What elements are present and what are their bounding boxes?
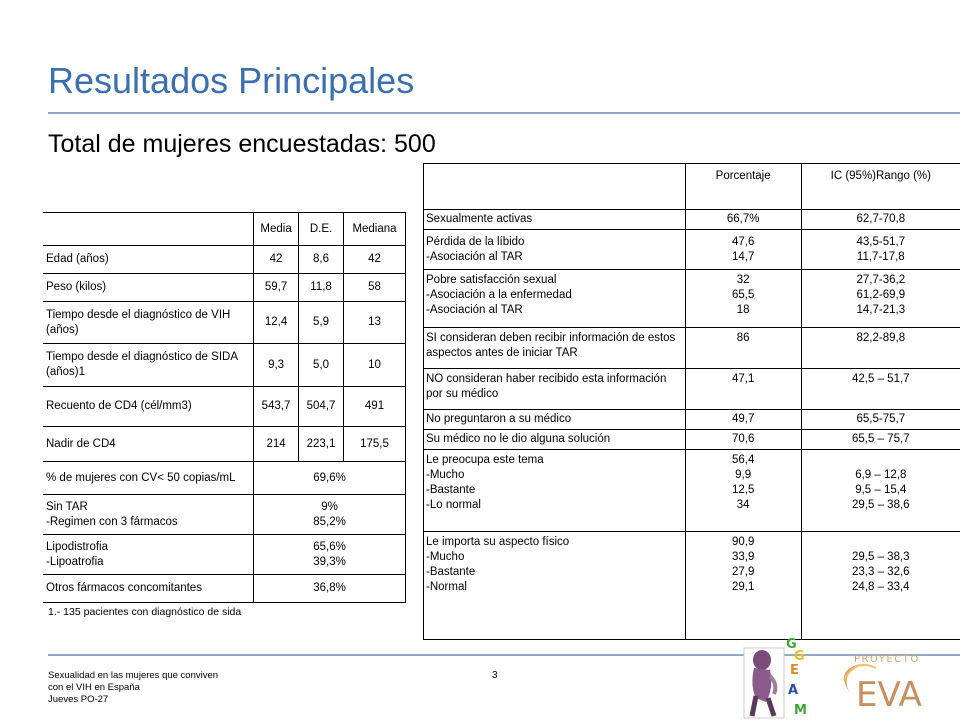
row-label: Peso (kilos) (43, 274, 254, 302)
footer-caption (48, 670, 218, 706)
cell-pct (685, 230, 801, 270)
logo-text-eva: EVA (856, 675, 922, 712)
value-line: 43,5-51,7 (856, 235, 906, 248)
logo-letter: G (786, 637, 797, 652)
cell-mediana: 175,5 (344, 427, 406, 462)
table-row (424, 450, 960, 532)
label-line: Le importa su aspecto físico (426, 536, 570, 548)
value-line: 23,3 – 32,6 (852, 566, 910, 578)
table-row (43, 495, 406, 535)
cell-ic: 65,5-75,7 (801, 410, 960, 430)
value-line: 6,9 – 12,8 (855, 469, 907, 481)
value-line: 65,5 (731, 289, 755, 301)
table-row (424, 410, 960, 430)
cell-mediana: 13 (344, 302, 406, 344)
value-line: 32 (736, 274, 750, 286)
cell-de: 504,7 (299, 387, 344, 427)
table-row (424, 210, 960, 230)
row-label: Sexualmente activas (424, 210, 686, 230)
table-row (43, 302, 406, 344)
label-line: -Lipoatrofia (46, 555, 104, 568)
table-row (43, 427, 406, 462)
logo-text-proyecto: PROYECTO (854, 654, 920, 665)
cell-de: 5,0 (299, 344, 344, 387)
row-label: NO consideran haber recibido esta información por su médico (424, 369, 686, 410)
label-line: Le preocupa este tema (426, 454, 544, 466)
value-line: 85,2% (313, 515, 346, 528)
cell-media: 42 (254, 246, 299, 274)
table-row (424, 230, 960, 270)
value-line: 24,8 – 33,4 (852, 581, 910, 593)
header-empty-cell (424, 164, 686, 210)
logo-letter: E (790, 663, 799, 678)
table-row (43, 462, 406, 495)
cell-pct: 47,1 (685, 369, 801, 410)
cell-value (254, 535, 406, 575)
cell-ic: 42,5 – 51,7 (801, 369, 960, 410)
logo-letter: M (794, 703, 807, 718)
label-line: -Asociación a la enfermedad (426, 289, 572, 301)
value-line: 34 (736, 499, 750, 511)
cell-de: 223,1 (299, 427, 344, 462)
value-line: 39,3% (313, 555, 346, 568)
row-label (43, 535, 254, 575)
table-row (43, 575, 406, 603)
value-line: 27,9 (731, 566, 755, 578)
cell-ic (801, 532, 960, 640)
value-line: 18 (736, 304, 750, 316)
label-line: Lipodistrofia (46, 540, 109, 553)
cell-pct (685, 270, 801, 328)
table-row (43, 344, 406, 387)
row-label (424, 270, 686, 328)
header-media: Media (254, 213, 299, 246)
row-label: Edad (años) (43, 246, 254, 274)
bottom-divider (48, 654, 960, 656)
row-label: Otros fármacos concomitantes (43, 575, 254, 603)
value-line: 29,5 – 38,6 (852, 499, 910, 511)
value-line: 9% (321, 500, 338, 513)
proyecto-eva-logo (826, 650, 948, 712)
row-label (424, 230, 686, 270)
row-label: Su médico no le dio alguna solución (424, 430, 686, 450)
table-row (424, 328, 960, 369)
value-line: 33,9 (731, 551, 755, 563)
label-line: -Mucho (426, 551, 465, 563)
cell-media: 9,3 (254, 344, 299, 387)
cell-media: 543,7 (254, 387, 299, 427)
label-line: -Normal (426, 581, 467, 593)
label-line: Sin TAR (46, 500, 88, 513)
value-line: 14,7 (731, 250, 755, 263)
row-label: Recuento de CD4 (cél/mm3) (43, 387, 254, 427)
cell-de: 11,8 (299, 274, 344, 302)
cell-ic (801, 450, 960, 532)
table-row (424, 369, 960, 410)
footer-line: con el VIH en España (48, 682, 140, 693)
label-line: -Lo normal (426, 499, 481, 511)
row-label: SI consideran deben recibir información de estos aspectos antes de iniciar TAR (424, 328, 686, 369)
cell-media: 214 (254, 427, 299, 462)
label-line: -Bastante (426, 484, 476, 496)
value-line: 47,6 (731, 235, 755, 248)
row-label: No preguntaron a su médico (424, 410, 686, 430)
label-line: -Bastante (426, 566, 476, 578)
cell-value: 36,8% (254, 575, 406, 603)
label-line: -Asociación al TAR (426, 304, 523, 316)
page-number: 3 (492, 670, 498, 681)
row-label: Nadir de CD4 (43, 427, 254, 462)
row-label: Tiempo desde el diagnóstico de SIDA (años)1 (43, 344, 254, 387)
cell-ic: 62,7-70,8 (801, 210, 960, 230)
label-line: Pérdida de la líbido (426, 235, 525, 248)
value-line: 11,7-17,8 (856, 250, 905, 263)
value-line: 12,5 (731, 484, 755, 496)
table-row (43, 246, 406, 274)
cell-ic (801, 270, 960, 328)
cell-de: 8,6 (299, 246, 344, 274)
logo-letter: G (794, 649, 805, 664)
value-line: 90,9 (731, 536, 755, 548)
value-line: 9,5 – 15,4 (855, 484, 907, 496)
header-porcentaje: Porcentaje (685, 164, 801, 210)
value-line: 61,2-69,9 (856, 289, 906, 301)
table-row (43, 274, 406, 302)
demographics-table (43, 212, 406, 603)
cell-value (254, 495, 406, 535)
logo-letter: A (788, 683, 799, 698)
value-line: 14,7-21,3 (856, 304, 906, 316)
cell-mediana: 58 (344, 274, 406, 302)
cell-pct: 66,7% (685, 210, 801, 230)
page-title: Resultados Principales (48, 60, 415, 101)
cell-pct: 86 (685, 328, 801, 369)
row-label: Tiempo desde el diagnóstico de VIH (años) (43, 302, 254, 344)
cell-mediana: 491 (344, 387, 406, 427)
cell-pct: 49,7 (685, 410, 801, 430)
cell-value: 69,6% (254, 462, 406, 495)
label-line: -Regimen con 3 fármacos (46, 515, 178, 528)
table-footnote: 1.- 135 pacientes con diagnóstico de sida (48, 606, 242, 618)
table-row (424, 532, 960, 640)
header-de: D.E. (299, 213, 344, 246)
top-divider (48, 112, 960, 114)
header-ic: IC (95%)Rango (%) (801, 164, 960, 210)
cell-ic: 82,2-89,8 (801, 328, 960, 369)
cell-ic (801, 230, 960, 270)
footer-line: Sexualidad en las mujeres que conviven (48, 670, 219, 681)
page-subtitle: Total de mujeres encuestadas: 500 (48, 130, 436, 158)
value-line: 56,4 (731, 454, 755, 466)
value-line: 9,9 (735, 469, 752, 481)
ggeam-logo (740, 636, 816, 720)
sexuality-results-table (423, 163, 960, 640)
label-line: -Asociación al TAR (426, 250, 523, 263)
cell-pct (685, 450, 801, 532)
footer-line: Jueves PO-27 (48, 694, 109, 705)
cell-mediana: 42 (344, 246, 406, 274)
cell-ic: 65,5 – 75,7 (801, 430, 960, 450)
cell-de: 5,9 (299, 302, 344, 344)
label-line: Pobre satisfacción sexual (426, 274, 557, 286)
table-row (43, 387, 406, 427)
table-row (424, 270, 960, 328)
value-line: 29,1 (731, 581, 755, 593)
cell-media: 12,4 (254, 302, 299, 344)
value-line: 65,6% (313, 540, 346, 553)
cell-pct: 70,6 (685, 430, 801, 450)
cell-mediana: 10 (344, 344, 406, 387)
table-header-row (424, 164, 960, 210)
table-row (424, 430, 960, 450)
label-line: -Mucho (426, 469, 465, 481)
row-label (424, 532, 686, 640)
row-label (43, 495, 254, 535)
header-empty-cell (43, 213, 254, 246)
header-mediana: Mediana (344, 213, 406, 246)
value-line: 29,5 – 38,3 (852, 551, 910, 563)
table-row (43, 535, 406, 575)
table-header-row (43, 213, 406, 246)
cell-media: 59,7 (254, 274, 299, 302)
value-line: 27,7-36,2 (856, 274, 906, 286)
cell-pct (685, 532, 801, 640)
row-label: % de mujeres con CV< 50 copias/mL (43, 462, 254, 495)
row-label (424, 450, 686, 532)
